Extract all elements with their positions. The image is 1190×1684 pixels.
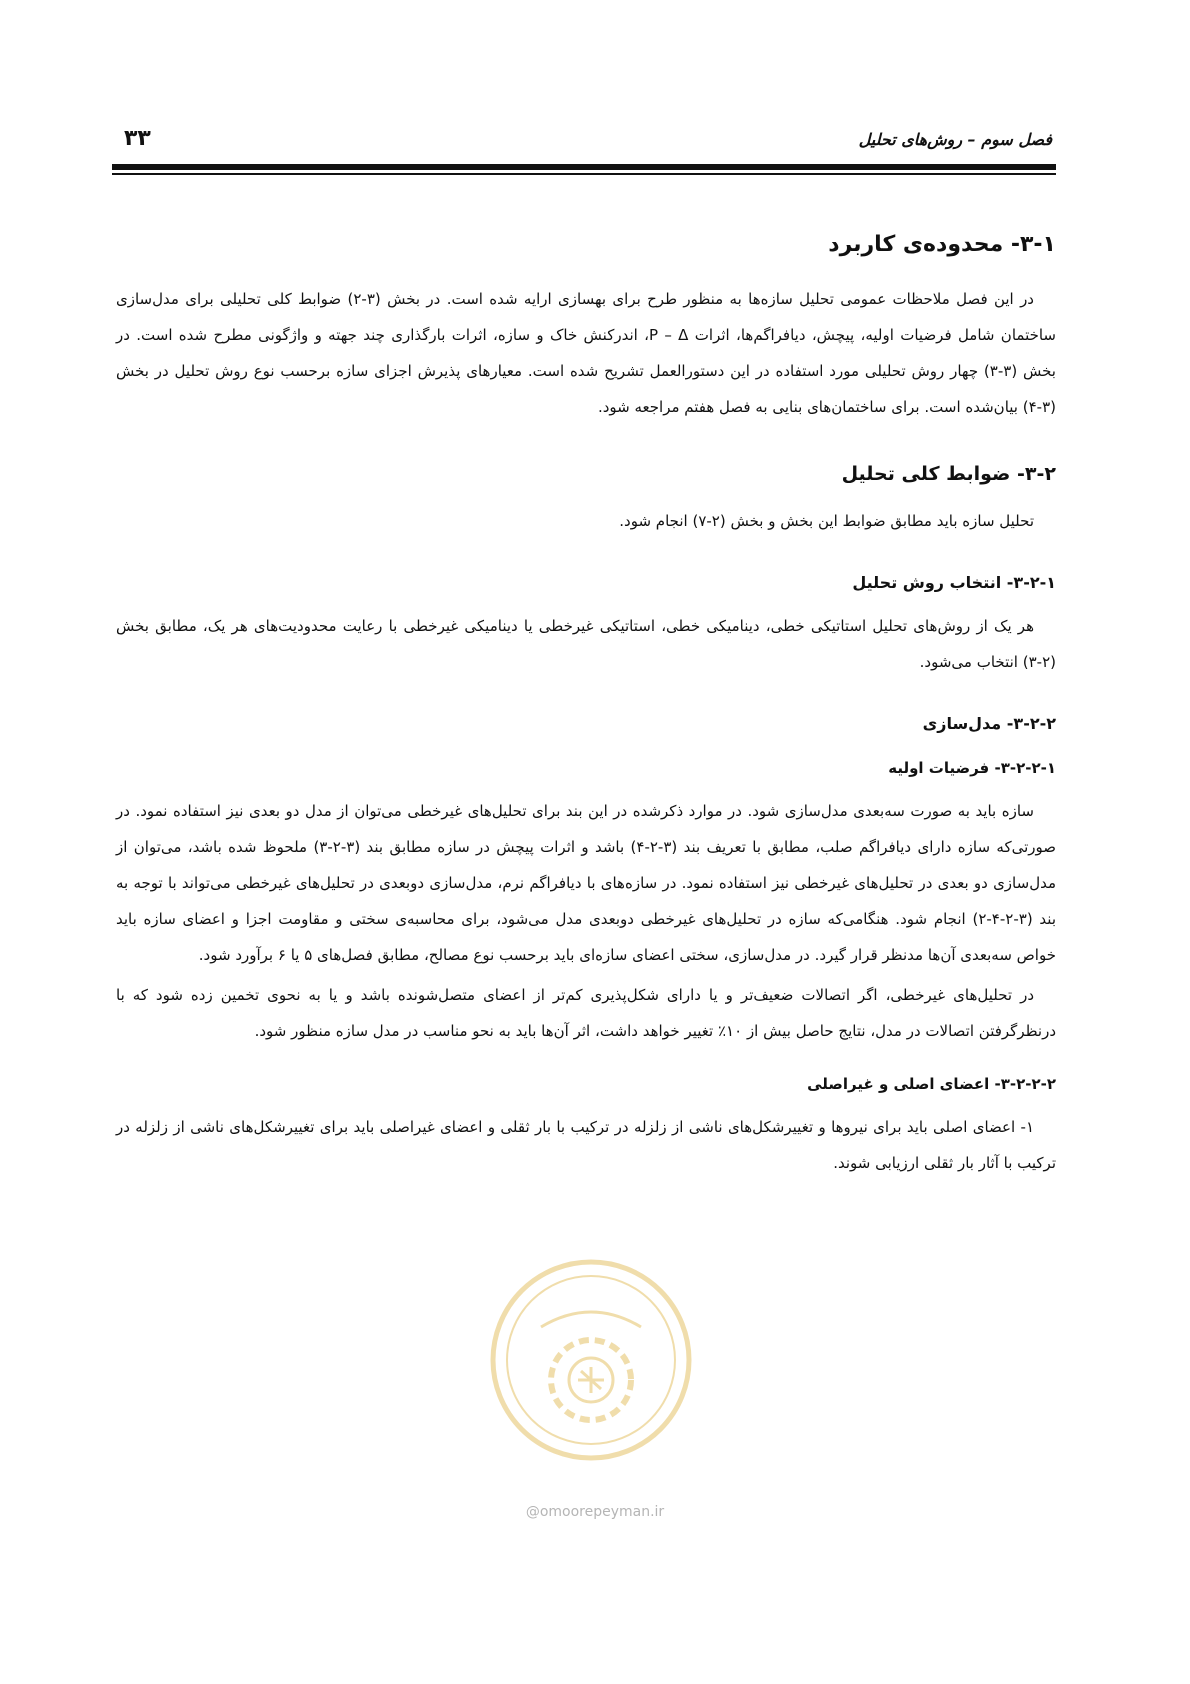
paragraph-3-2-2-1-a: سازه باید به صورت سه‌بعدی مدل‌سازی شود. در موارد ذکرشده در این بند برای تحلیل‌های غیرخطی می‌توان از مدل دو بعدی نیز استفاده نمود. در صورتی‌که سازه دارای دیافراگم صلب، مطابق با تعریف بند (۳-۲-۴) باشد و اثرات پیچش در سازه مطابق بند (۳-۲-۳) ملحوظ شده باشد، می‌توان از مدل‌سازی دو بعدی در تحلیل‌های غیرخطی نیز استفاده نمود. در سازه‌های با دیافراگم نرم، مدل‌سازی دوبعدی در تحلیل‌های غیرخطی می‌تواند با توجه به بند (۳-۲-۴-۲) انجام شود. هنگامی‌که سازه در تحلیل‌های غیرخطی دوبعدی مدل می‌شود، برای محاسبه‌ی سختی و مقاومت اجزا و اعضای سازه باید خواص سه‌بعدی آن‌ها مدنظر قرار گیرد. در مدل‌سازی، سختی اعضای سازه‌ای باید برحسب نوع مصالح، مطابق فصل‌های ۵ یا ۶ برآورد شود. (116, 802, 1057, 964)
section-heading-3-2-2-2: ۳-۲-۲-۲- اعضای اصلی و غیراصلی (807, 1075, 1056, 1093)
paragraph-3-2-2-2: ۱- اعضای اصلی باید برای نیروها و تغییرشکل‌های ناشی از زلزله در ترکیب با بار ثقلی و اعضای غیراصلی باید برای تغییرشکل‌های ناشی از زلزله در ترکیب با آثار بار ثقلی ارزیابی شوند. (116, 1118, 1056, 1172)
watermark-seal (486, 1255, 696, 1465)
paragraph-3-2-2-1-b: در تحلیل‌های غیرخطی، اگر اتصالات ضعیف‌تر و یا دارای شکل‌پذیری کم‌تر از اعضای متصل‌شونده باشد و یا به نحوی تخمین زده شود که با درنظرگرفتن اتصالات در مدل، نتایج حاصل بیش از ۱۰٪ تغییر خواهد داشت، اثر آن‌ها باید به نحو مناسب در مدل سازه منظور شود. (116, 986, 1056, 1040)
watermark-url: @omoorepeyman.ir (525, 1504, 665, 1520)
header-rule-thick (112, 164, 1056, 170)
section-heading-3-2-1: ۳-۲-۱- انتخاب روش تحلیل (852, 573, 1056, 592)
page-number: ۳۳ (124, 126, 151, 151)
paragraph-3-2: تحلیل سازه باید مطابق ضوابط این بخش و بخش (۲-۷) انجام شود. (619, 512, 1034, 530)
section-heading-3-2-2-1: ۳-۲-۲-۱- فرضیات اولیه (888, 759, 1056, 777)
chapter-title: فصل سوم – روش‌های تحلیل (858, 130, 1052, 149)
section-heading-3-2-2: ۳-۲-۲- مدل‌سازی (922, 714, 1056, 733)
page-body (116, 232, 1056, 1185)
paragraph-3-2-1: هر یک از روش‌های تحلیل استاتیکی خطی، دینامیکی خطی، استاتیکی غیرخطی یا دینامیکی غیرخطی با رعایت محدودیت‌های هر یک، مطابق بخش (۲-۳) انتخاب می‌شود. (116, 617, 1056, 671)
section-heading-3-2: ۳-۲- ضوابط کلی تحلیل (841, 463, 1056, 485)
page-header (112, 118, 1052, 158)
header-rule-thin (112, 173, 1056, 175)
section-heading-3-1: ۳-۱- محدوده‌ی کاربرد (828, 232, 1056, 257)
paragraph-3-1: در این فصل ملاحظات عمومی تحلیل سازه‌ها به منظور طرح برای بهسازی ارایه شده است. در بخش (۳-۲) ضوابط کلی تحلیلی برای مدل‌سازی ساختمان شامل فرضیات اولیه، پیچش، دیافراگم‌ها، اثرات P – Δ، اندرکنش خاک و سازه، اثرات بارگذاری چند جهته و واژگونی مطرح شده است. در بخش (۳-۳) چهار روش تحلیلی مورد استفاده در این دستورالعمل تشریح شده است. معیارهای پذیرش اجزای سازه برحسب نوع روش تحلیل در بخش (۳-۴) بیان‌شده است. برای ساختمان‌های بنایی به فصل هفتم مراجعه شود. (116, 290, 1057, 416)
